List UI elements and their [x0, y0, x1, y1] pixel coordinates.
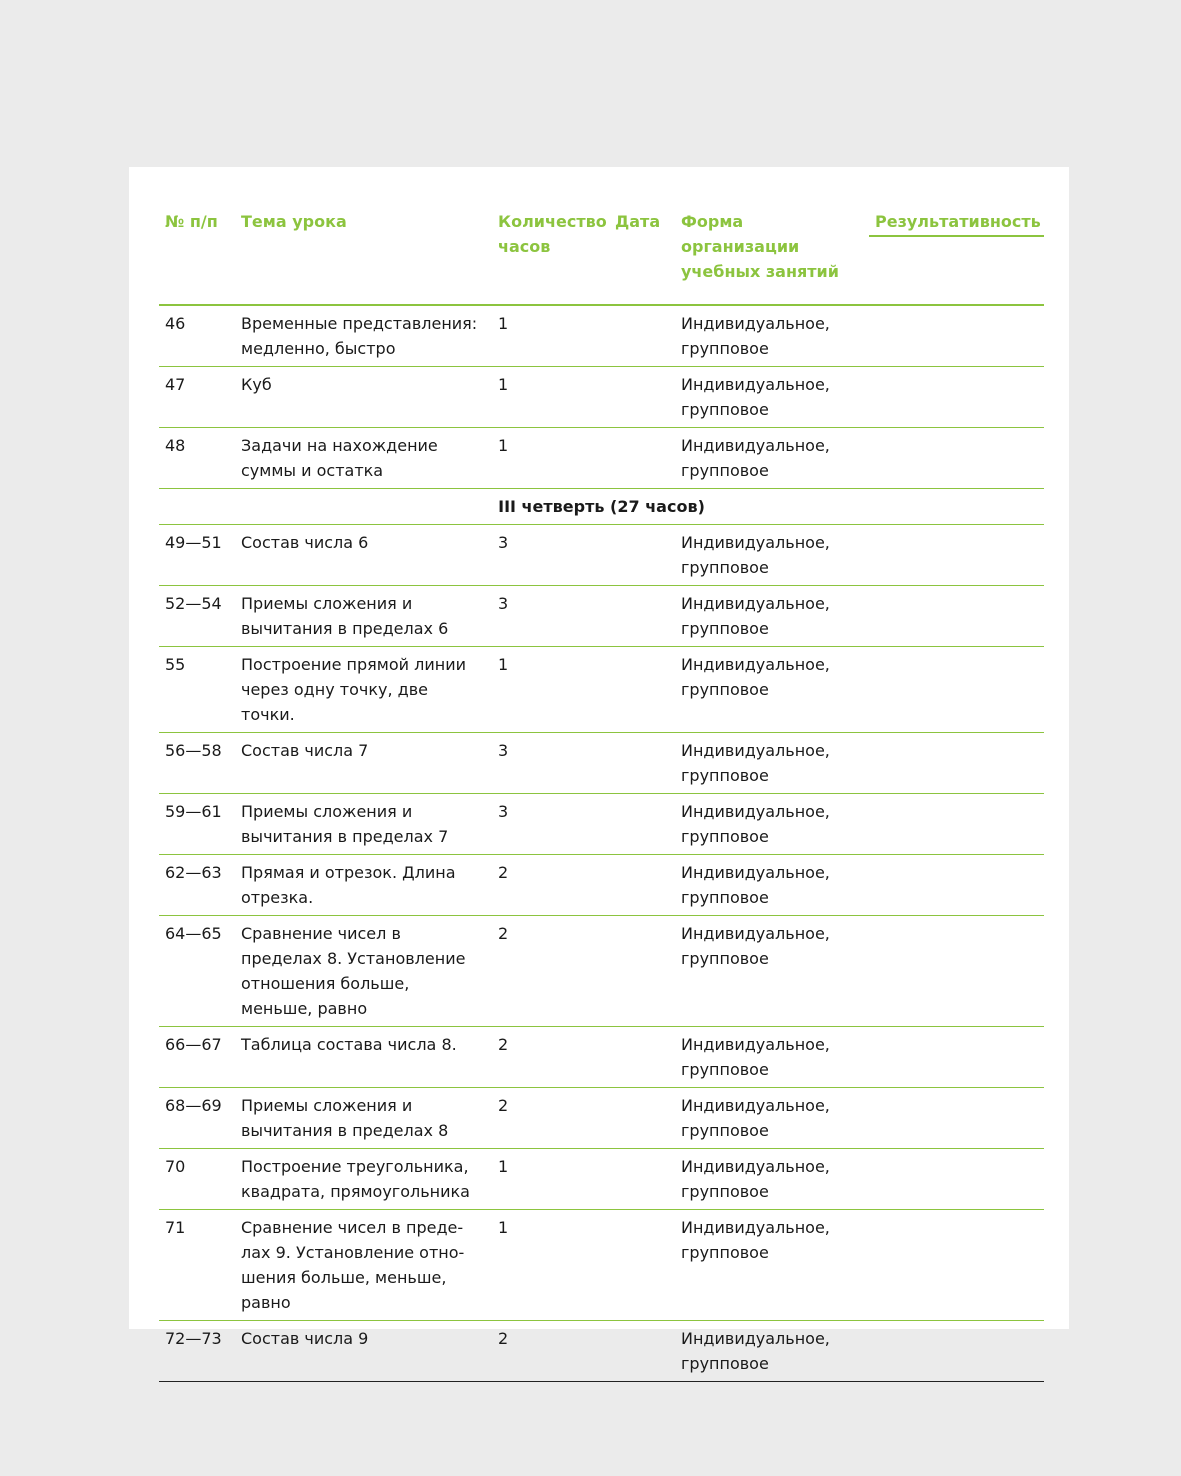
- cell-date: [609, 1027, 675, 1088]
- cell-num: 71: [159, 1210, 235, 1321]
- cell-date: [609, 525, 675, 586]
- cell-num: 62—63: [159, 855, 235, 916]
- cell-form: Индивидуальное, групповое: [675, 1088, 869, 1149]
- cell-date: [609, 794, 675, 855]
- cell-topic: Таблица состава числа 8.: [235, 1027, 492, 1088]
- cell-result: [869, 305, 1044, 367]
- cell-topic: Построение прямой линии через одну точку, две точки.: [235, 647, 492, 733]
- cell-form: Индивидуальное, групповое: [675, 1149, 869, 1210]
- cell-date: [609, 733, 675, 794]
- cell-date: [609, 428, 675, 489]
- cell-form: Индивидуальное, групповое: [675, 916, 869, 1027]
- header-form: Форма организации учебных занятий: [675, 197, 869, 305]
- cell-form: Индивидуальное, групповое: [675, 428, 869, 489]
- cell-hours: 1: [492, 647, 609, 733]
- cell-num: 47: [159, 367, 235, 428]
- table-row: [159, 428, 1044, 489]
- cell-result: [869, 1088, 1044, 1149]
- cell-topic: Приемы сложения и вычитания в пределах 7: [235, 794, 492, 855]
- header-result-cell: [869, 197, 1044, 305]
- cell-topic: Состав числа 6: [235, 525, 492, 586]
- header-num: № п/п: [159, 197, 235, 305]
- cell-result: [869, 1027, 1044, 1088]
- cell-result: [869, 916, 1044, 1027]
- table-body-lower: [159, 525, 1044, 1382]
- cell-result: [869, 586, 1044, 647]
- table-row: [159, 916, 1044, 1027]
- header-topic: Тема урока: [235, 197, 492, 305]
- cell-topic: Сравнение чисел в пределах 8. Установление отношения больше, меньше, равно: [235, 916, 492, 1027]
- cell-num: 49—51: [159, 525, 235, 586]
- table-body-upper: [159, 305, 1044, 489]
- cell-num: 56—58: [159, 733, 235, 794]
- cell-hours: 1: [492, 428, 609, 489]
- table-row: [159, 525, 1044, 586]
- cell-form: Индивидуальное, групповое: [675, 367, 869, 428]
- cell-result: [869, 733, 1044, 794]
- cell-num: 64—65: [159, 916, 235, 1027]
- table-row: [159, 1027, 1044, 1088]
- table-row: [159, 855, 1044, 916]
- cell-date: [609, 1149, 675, 1210]
- cell-form: Индивидуальное, групповое: [675, 794, 869, 855]
- table-row: [159, 733, 1044, 794]
- cell-date: [609, 916, 675, 1027]
- quarter-row: [159, 489, 1044, 525]
- cell-date: [609, 1088, 675, 1149]
- cell-topic: Построение треугольника, квадрата, прямоугольника: [235, 1149, 492, 1210]
- cell-hours: 3: [492, 525, 609, 586]
- cell-result: [869, 1210, 1044, 1321]
- cell-date: [609, 855, 675, 916]
- table-row: [159, 647, 1044, 733]
- cell-hours: 2: [492, 1027, 609, 1088]
- cell-result: [869, 647, 1044, 733]
- header-row: [159, 197, 1044, 305]
- cell-result: [869, 855, 1044, 916]
- table-header: [159, 197, 1044, 305]
- cell-num: 46: [159, 305, 235, 367]
- cell-form: Индивидуальное, групповое: [675, 1210, 869, 1321]
- cell-date: [609, 1210, 675, 1321]
- header-date: Дата: [609, 197, 675, 305]
- table-row: [159, 586, 1044, 647]
- cell-form: Индивидуальное, групповое: [675, 1027, 869, 1088]
- cell-topic: Приемы сложения и вычитания в пределах 6: [235, 586, 492, 647]
- cell-result: [869, 1149, 1044, 1210]
- cell-hours: 1: [492, 1210, 609, 1321]
- header-hours: Количество часов: [492, 197, 609, 305]
- cell-result: [869, 428, 1044, 489]
- cell-topic: Временные представления: медленно, быстро: [235, 305, 492, 367]
- cell-hours: 2: [492, 916, 609, 1027]
- cell-hours: 3: [492, 586, 609, 647]
- cell-form: Индивидуальное, групповое: [675, 305, 869, 367]
- cell-date: [609, 1321, 675, 1382]
- cell-hours: 2: [492, 1088, 609, 1149]
- cell-num: 55: [159, 647, 235, 733]
- cell-date: [609, 647, 675, 733]
- cell-result: [869, 367, 1044, 428]
- cell-form: Индивидуальное, групповое: [675, 733, 869, 794]
- table-row: [159, 1149, 1044, 1210]
- cell-form: Индивидуальное, групповое: [675, 586, 869, 647]
- cell-topic: Куб: [235, 367, 492, 428]
- table-row: [159, 1088, 1044, 1149]
- cell-topic: Состав числа 7: [235, 733, 492, 794]
- cell-topic: Прямая и отрезок. Длина отрезка.: [235, 855, 492, 916]
- cell-num: 66—67: [159, 1027, 235, 1088]
- cell-num: 70: [159, 1149, 235, 1210]
- quarter-label: III четверть (27 часов): [159, 489, 1044, 525]
- cell-form: Индивидуальное, групповое: [675, 525, 869, 586]
- table-row: [159, 794, 1044, 855]
- header-result: Результативность: [869, 209, 1044, 237]
- cell-hours: 3: [492, 794, 609, 855]
- cell-num: 52—54: [159, 586, 235, 647]
- table-row: [159, 1321, 1044, 1382]
- cell-hours: 3: [492, 733, 609, 794]
- cell-topic: Сравнение чисел в пределах 9. Установление отношения больше, меньше, равно: [235, 1210, 492, 1321]
- cell-hours: 2: [492, 855, 609, 916]
- cell-topic: Задачи на нахождение суммы и остатка: [235, 428, 492, 489]
- cell-result: [869, 525, 1044, 586]
- cell-num: 72—73: [159, 1321, 235, 1382]
- cell-hours: 1: [492, 1149, 609, 1210]
- cell-topic: Приемы сложения и вычитания в пределах 8: [235, 1088, 492, 1149]
- cell-form: Индивидуальное, групповое: [675, 1321, 869, 1382]
- cell-result: [869, 794, 1044, 855]
- document-page: [129, 167, 1069, 1373]
- cell-hours: 2: [492, 1321, 609, 1382]
- cell-hours: 1: [492, 305, 609, 367]
- cell-date: [609, 586, 675, 647]
- cell-topic: Состав числа 9: [235, 1321, 492, 1382]
- cell-form: Индивидуальное, групповое: [675, 855, 869, 916]
- cell-hours: 1: [492, 367, 609, 428]
- cell-num: 59—61: [159, 794, 235, 855]
- cell-form: Индивидуальное, групповое: [675, 647, 869, 733]
- table-row: [159, 305, 1044, 367]
- quarter-section: [159, 489, 1044, 525]
- cell-num: 48: [159, 428, 235, 489]
- cell-result: [869, 1321, 1044, 1382]
- cell-date: [609, 367, 675, 428]
- table-row: [159, 367, 1044, 428]
- cell-num: 68—69: [159, 1088, 235, 1149]
- cell-date: [609, 305, 675, 367]
- table-row: [159, 1210, 1044, 1321]
- lesson-plan-table: [159, 197, 1044, 1382]
